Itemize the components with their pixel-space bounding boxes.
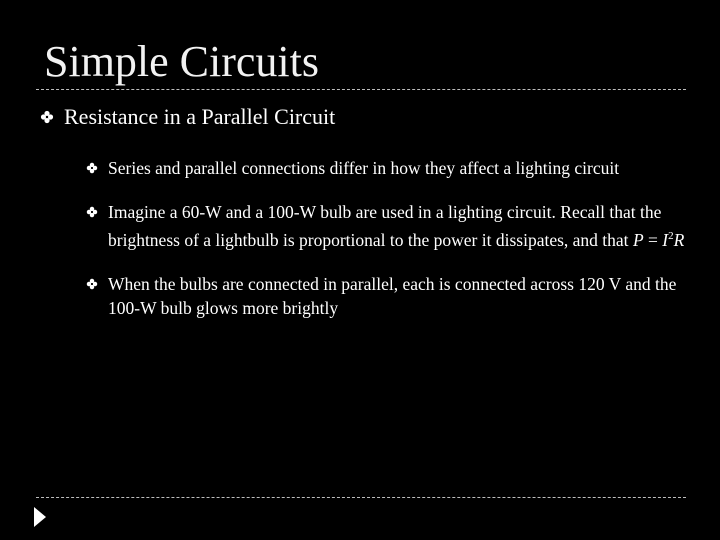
bullet-text: When the bulbs are connected in parallel, each is connected across 120 V and the 100-W bulb glows more brightly [108, 273, 677, 318]
formula-resistance: R [673, 229, 685, 250]
footer-divider [36, 497, 686, 498]
formula-exponent: 2 [668, 230, 674, 242]
title-divider [36, 89, 686, 90]
clover-bullet-icon [40, 110, 54, 124]
formula-power: P [632, 229, 644, 250]
bullet-text: Series and parallel connections differ in how they affect a lighting circuit [108, 158, 620, 178]
play-arrow-icon[interactable] [33, 506, 47, 528]
bullet-list [86, 156, 686, 320]
bullet-text: Imagine a 60-W and a 100-W bulb are used in a lighting circuit. Recall that the brightness of a lightbulb is proportional to the power it dissipates, and that [108, 202, 662, 250]
formula [633, 230, 684, 250]
section-heading: Resistance in a Parallel Circuit [64, 104, 336, 129]
clover-bullet-icon [86, 162, 98, 174]
formula-current: I [662, 229, 669, 250]
clover-bullet-icon [86, 278, 98, 290]
list-item [86, 272, 686, 320]
bullet-text-with-formula [108, 200, 686, 252]
list-item [86, 156, 686, 180]
clover-bullet-icon [86, 206, 98, 218]
list-item [86, 200, 686, 252]
formula-equals: = [643, 229, 663, 250]
slide-title: Simple Circuits [44, 37, 319, 86]
